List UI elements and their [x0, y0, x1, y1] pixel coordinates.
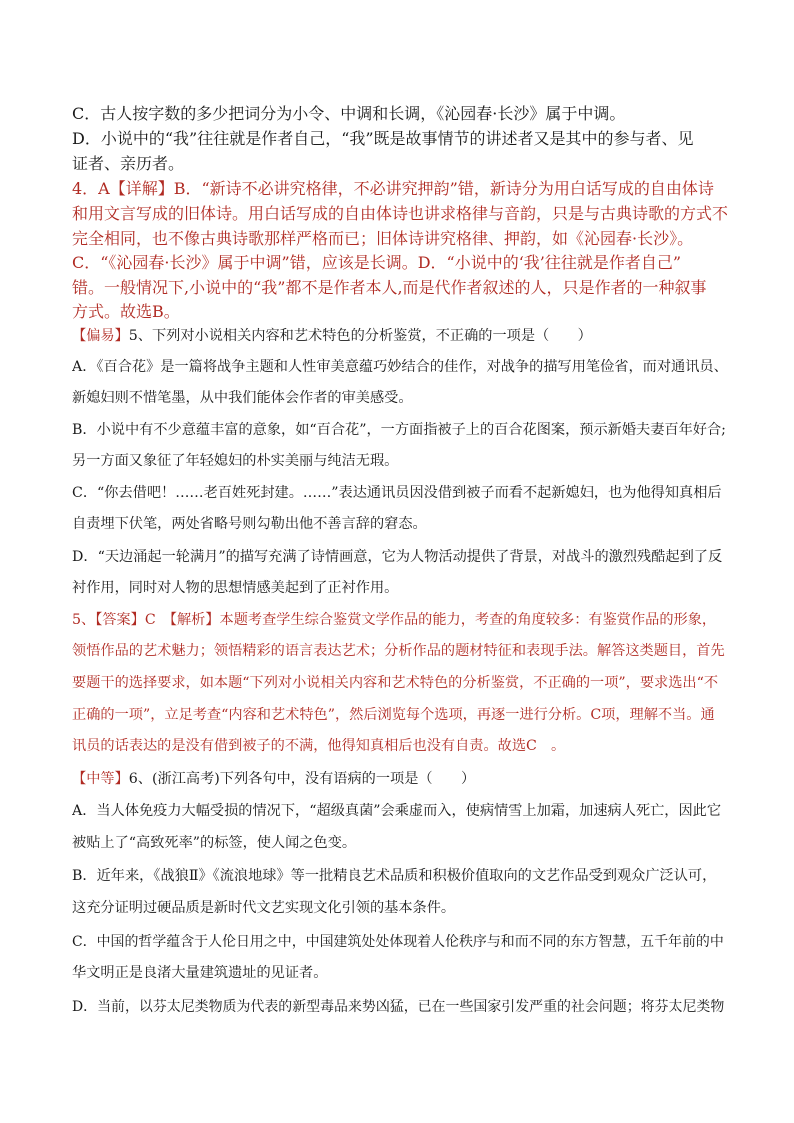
difficulty-tag: 【中等】: [72, 771, 129, 787]
q5-option-d-line1: D．“天边涌起一轮满月”的描写充满了诗情画意，它为人物活动提供了背景，对战斗的激烈残酷起到了反: [72, 549, 723, 565]
q6-stem-line: [72, 768, 732, 788]
answer5-line3: 要题干的选择要求，如本题“下列对小说相关内容和艺术特色的分析鉴赏，不正确的一项”，要求选出“不: [72, 675, 719, 691]
q6-option-c-line2: 华文明正是良渚大量建筑遗址的见证者。: [72, 965, 328, 981]
q6-option-b-line2: 这充分证明过硬品质是新时代文艺实现文化引领的基本条件。: [72, 900, 456, 916]
q5-option-c-line2: 自责埋下伏笔，两处省略号则勾勒出他不善言辞的窘态。: [72, 516, 427, 532]
q6-option-c-line1: C．中国的哲学蕴含于人伦日用之中，中国建筑处处体现着人伦秩序与和而不同的东方智慧，五千年前的中: [72, 934, 724, 950]
answer4-line3: 完全相同，也不像古典诗歌那样严格而已；旧体诗讲究格律、押韵，如《沁园春·长沙》。: [72, 229, 694, 248]
q5-option-d-line2: 衬作用，同时对人物的思想情感美起到了正衬作用。: [72, 580, 399, 596]
answer5-line4: 正确的一项”，立足考查“内容和艺术特色”，然后浏览每个选项，再逐一进行分析。C项，理解不当。通: [72, 707, 715, 723]
answer4-line4: C．“《沁园春·长沙》属于中调”错，应该是长调。D．“小说中的‘我’往往就是作者自己”: [72, 253, 682, 272]
answer4-line5: 错。一般情况下,小说中的“我”都不是作者本人,而是代作者叙述的人，只是作者的一种叙事: [72, 278, 707, 297]
q5-option-b-line1: B．小说中有不少意蕴丰富的意象，如“百合花”，一方面指被子上的百合花图案，预示新婚夫妻百年好合;: [72, 422, 726, 438]
answer4-line1: 4．A【详解】B．“新诗不必讲究格律，不必讲究押韵”错，新诗分为用白话写成的自由体诗: [72, 179, 714, 198]
q6-option-a-line2: 被贴上了“高致死率”的标签，使人闻之色变。: [72, 835, 357, 851]
answer5-line5: 讯员的话表达的是没有借到被子的不满，他得知真相后也没有自责。故选C 。: [72, 738, 566, 754]
q5-option-c-line1: C．“你去借吧！……老百姓死封建。……”表达通讯员因没借到被子而看不起新媳妇，也为他得知真相后: [72, 485, 722, 501]
q6-option-d-line1: D．当前，以芬太尼类物质为代表的新型毒品来势凶猛，已在一些国家引发严重的社会问题；将芬太尼类物: [72, 999, 725, 1015]
q3-option-d-line1: D．小说中的“我”往往就是作者自己，“我”既是故事情节的讲述者又是其中的参与者、见: [72, 129, 694, 148]
q5-stem: 5、下列对小说相关内容和艺术特色的分析鉴赏，不正确的一项是（ ）: [128, 328, 592, 344]
q6-option-b-line1: B．近年来，《战狼Ⅱ》《流浪地球》等一批精良艺术品质和积极价值取向的文艺作品受到观众广泛认可，: [72, 868, 717, 884]
answer4-line6: 方式。故选B。: [72, 302, 180, 321]
q3-option-c: C．古人按字数的多少把词分为小令、中调和长调，《沁园春·长沙》属于中调。: [72, 104, 626, 123]
q6-option-a-line1: A．当人体免疫力大幅受损的情况下，“超级真菌”会乘虚而入，使病情雪上加霜，加速病人死亡，因此它: [72, 803, 722, 819]
q5-option-b-line2: 另一方面又象征了年轻媳妇的朴实美丽与纯洁无瑕。: [72, 453, 399, 469]
q5-stem-line: [72, 325, 732, 345]
q5-option-a-line2: 新媳妇则不惜笔墨，从中我们能体会作者的审美感受。: [72, 390, 413, 406]
answer4-line2: 和用文言写成的旧体诗。用白话写成的自由体诗也讲求格律与音韵，只是与古典诗歌的方式不: [72, 204, 729, 223]
q3-option-d-line2: 证者、亲历者。: [72, 154, 185, 173]
answer5-line2: 领悟作品的艺术魅力；领悟精彩的语言表达艺术；分析作品的题材特征和表现手法。解答这类题目，首先: [72, 643, 725, 659]
q6-stem: 6、(浙江高考)下列各句中，没有语病的一项是（ ）: [128, 771, 476, 787]
difficulty-tag: 【偏易】: [72, 328, 129, 344]
answer5-line1: 5、【答案】C 【解析】本题考查学生综合鉴赏文学作品的能力，考查的角度较多：有鉴赏作品的形象，: [72, 612, 717, 628]
q5-option-a-line1: A．《百合花》是一篇将战争主题和人性审美意蕴巧妙结合的佳作，对战争的描写用笔俭省，而对通讯员、: [72, 359, 728, 375]
